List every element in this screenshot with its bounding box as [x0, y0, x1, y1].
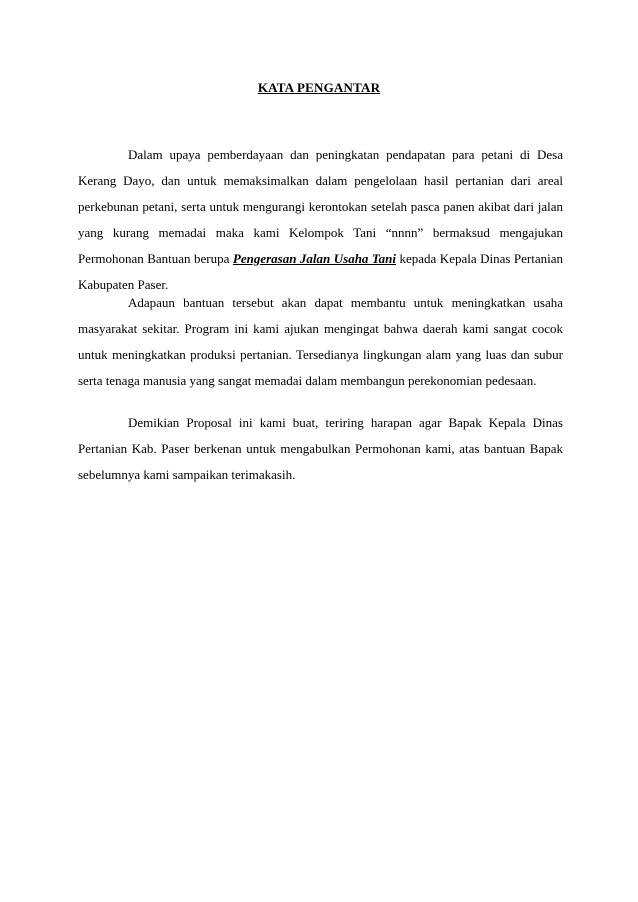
paragraph-intro-text: Dalam upaya pemberdayaan dan peningkatan pendapatan para petani di Desa Kerang Dayo, dan untuk memaksimalkan dalam pengelolaan hasil pertanian dari areal perkebunan petani, serta untuk mengurangi kerontokan setelah pasca panen akibat dari jalan yang kurang memadai maka kami Kelompok Tani “nnnn” bermaksud mengajukan Permohonan Bantuan berupa — [78, 147, 563, 266]
paragraph-intro-emphasis: Pengerasan Jalan Usaha Tani — [232, 251, 397, 266]
paragraph-benefit-text: Adapaun bantuan tersebut akan dapat membantu untuk meningkatkan usaha masyarakat sekitar. Program ini kami ajukan mengingat bahwa daerah kami sangat cocok untuk meningkatkan produksi pertanian. Tersedianya lingkungan alam yang luas dan subur serta tenaga manusia yang sangat memadai dalam membangun perekonomian pedesaan. — [78, 295, 563, 388]
paragraph-intro — [78, 142, 563, 298]
paragraph-benefit — [78, 290, 563, 394]
paragraph-closing — [78, 410, 563, 488]
paragraph-intro-text-end: kepada Kepala Dinas Pertanian Kabupaten Paser. — [78, 251, 564, 292]
paragraph-closing-text: Demikian Proposal ini kami buat, teriring harapan agar Bapak Kepala Dinas Pertanian Kab. Paser berkenan untuk mengabulkan Permohonan kami, atas bantuan Bapak sebelumnya kami sampaikan terimakasih. — [78, 415, 563, 482]
page-title: KATA PENGANTAR — [257, 80, 381, 95]
